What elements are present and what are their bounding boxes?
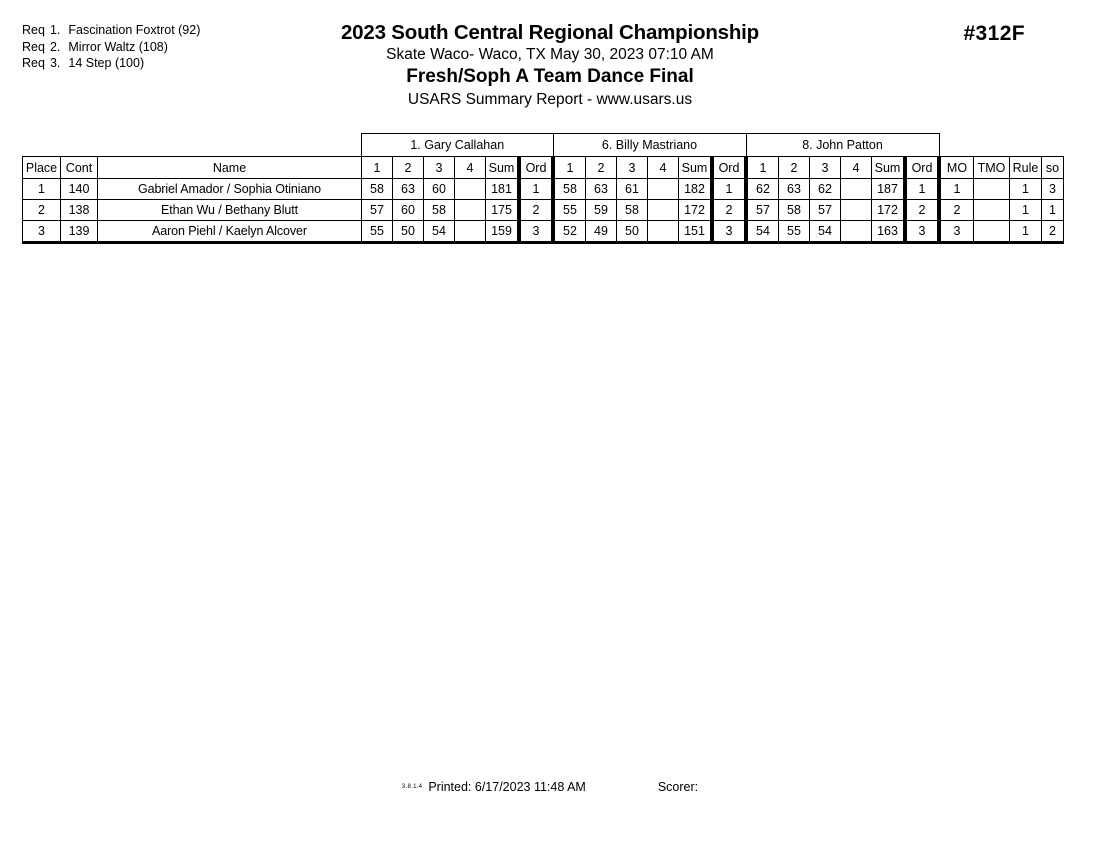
- judge-band-spacer: [23, 134, 61, 157]
- col-header-j3-score-4: 4: [841, 157, 872, 179]
- cell-j1-ord: 2: [519, 200, 553, 221]
- col-header-place: Place: [23, 157, 61, 179]
- col-header-j2-score-2: 2: [586, 157, 617, 179]
- venue-datetime: Skate Waco- Waco, TX May 30, 2023 07:10 AM: [386, 46, 714, 63]
- judge-band-spacer: [939, 134, 974, 157]
- judge-band-spacer: [61, 134, 98, 157]
- cell-j3-ord: 3: [905, 221, 939, 243]
- championship-title: 2023 South Central Regional Championship: [340, 21, 759, 44]
- cell-j2-sum: 182: [679, 179, 713, 200]
- cell-rule: 1: [1010, 221, 1042, 243]
- judge-band-spacer: [974, 134, 1010, 157]
- cell-name: Aaron Piehl / Kaelyn Alcover: [98, 221, 362, 243]
- cell-j3-score-1: 54: [746, 221, 779, 243]
- cell-name: Gabriel Amador / Sophia Otiniano: [98, 179, 362, 200]
- report-header: [0, 20, 1100, 110]
- col-header-j2-score-3: 3: [617, 157, 648, 179]
- page-footer: [0, 780, 1100, 794]
- col-header-j2-score-1: 1: [553, 157, 586, 179]
- cell-j3-score-2: 55: [779, 221, 810, 243]
- cell-j1-score-4: [455, 179, 486, 200]
- cell-j1-score-2: 50: [393, 221, 424, 243]
- cell-j2-score-2: 59: [586, 200, 617, 221]
- cell-j1-ord: 3: [519, 221, 553, 243]
- judge-band-spacer: [1042, 134, 1064, 157]
- table-row[interactable]: [23, 221, 1064, 243]
- cell-mo: 2: [939, 200, 974, 221]
- cell-j1-score-3: 54: [424, 221, 455, 243]
- cell-j3-sum: 172: [872, 200, 906, 221]
- cell-j1-score-1: 57: [362, 200, 393, 221]
- cell-j1-score-3: 58: [424, 200, 455, 221]
- cell-j3-score-4: [841, 179, 872, 200]
- requirement-text: Mirror Waltz (108): [68, 39, 168, 54]
- cell-j2-score-1: 55: [553, 200, 586, 221]
- col-header-j1-score-3: 3: [424, 157, 455, 179]
- judge-3-name: 8. John Patton: [746, 134, 939, 157]
- cell-j2-ord: 1: [712, 179, 746, 200]
- judge-2-name: 6. Billy Mastriano: [553, 134, 746, 157]
- results-table: [22, 133, 1064, 244]
- cell-j1-score-1: 55: [362, 221, 393, 243]
- cell-tmo: [974, 179, 1010, 200]
- cell-mo: 3: [939, 221, 974, 243]
- col-header-tmo: TMO: [974, 157, 1010, 179]
- col-header-j2-sum: Sum: [679, 157, 713, 179]
- cell-j1-score-2: 60: [393, 200, 424, 221]
- cell-so: 1: [1042, 200, 1064, 221]
- table-row[interactable]: [23, 179, 1064, 200]
- cell-j2-score-1: 52: [553, 221, 586, 243]
- judge-band-spacer: [1010, 134, 1042, 157]
- requirement-label: Req: [22, 23, 45, 37]
- requirement-label: Req: [22, 39, 45, 54]
- results-table-container: [22, 133, 1064, 244]
- col-header-rule: Rule: [1010, 157, 1042, 179]
- col-header-j1-sum: Sum: [486, 157, 520, 179]
- cell-j2-score-4: [648, 200, 679, 221]
- column-header-row: [23, 157, 1064, 179]
- requirement-number: 3.: [49, 56, 61, 70]
- requirement-text: 14 Step (100): [68, 56, 145, 70]
- cell-j2-ord: 3: [712, 221, 746, 243]
- cell-cont: 139: [61, 221, 98, 243]
- cell-j2-score-1: 58: [553, 179, 586, 200]
- cell-j1-score-4: [455, 221, 486, 243]
- cell-j3-score-4: [841, 200, 872, 221]
- footer-version: 3.8.1.4: [401, 784, 423, 790]
- col-header-so: so: [1042, 157, 1064, 179]
- cell-j3-score-2: 58: [779, 200, 810, 221]
- requirement-number: 2.: [49, 39, 61, 54]
- col-header-j2-ord: Ord: [712, 157, 746, 179]
- judge-band-spacer: [98, 134, 362, 157]
- cell-j3-sum: 163: [872, 221, 906, 243]
- col-header-j3-ord: Ord: [905, 157, 939, 179]
- cell-j3-score-1: 62: [746, 179, 779, 200]
- cell-j2-score-2: 63: [586, 179, 617, 200]
- judge-header-row: [23, 134, 1064, 157]
- col-header-j1-score-2: 2: [393, 157, 424, 179]
- requirement-label: Req: [22, 56, 45, 70]
- cell-name: Ethan Wu / Bethany Blutt: [98, 200, 362, 221]
- col-header-j3-score-2: 2: [779, 157, 810, 179]
- cell-j1-score-4: [455, 200, 486, 221]
- col-header-j3-sum: Sum: [872, 157, 906, 179]
- cell-place: 2: [23, 200, 61, 221]
- cell-mo: 1: [939, 179, 974, 200]
- cell-j1-score-1: 58: [362, 179, 393, 200]
- event-title: Fresh/Soph A Team Dance Final: [406, 66, 694, 87]
- col-header-j1-score-1: 1: [362, 157, 393, 179]
- cell-j2-score-2: 49: [586, 221, 617, 243]
- cell-j2-sum: 151: [679, 221, 713, 243]
- cell-j3-score-3: 57: [810, 200, 841, 221]
- cell-j1-score-3: 60: [424, 179, 455, 200]
- cell-j3-ord: 2: [905, 200, 939, 221]
- cell-j3-score-1: 57: [746, 200, 779, 221]
- event-number: #312F: [963, 22, 1025, 45]
- footer-printed-timestamp: Printed: 6/17/2023 11:48 AM: [428, 780, 586, 794]
- cell-j3-sum: 187: [872, 179, 906, 200]
- cell-rule: 1: [1010, 179, 1042, 200]
- cell-so: 3: [1042, 179, 1064, 200]
- cell-cont: 140: [61, 179, 98, 200]
- col-header-j2-score-4: 4: [648, 157, 679, 179]
- cell-tmo: [974, 200, 1010, 221]
- cell-j1-sum: 181: [486, 179, 520, 200]
- col-header-j3-score-1: 1: [746, 157, 779, 179]
- cell-j2-score-3: 61: [617, 179, 648, 200]
- cell-j3-score-4: [841, 221, 872, 243]
- requirement-text: Fascination Foxtrot (92): [68, 23, 201, 37]
- cell-cont: 138: [61, 200, 98, 221]
- footer-scorer-label: Scorer:: [657, 780, 699, 794]
- col-header-j1-ord: Ord: [519, 157, 553, 179]
- cell-j3-score-3: 62: [810, 179, 841, 200]
- col-header-mo: MO: [939, 157, 974, 179]
- cell-j2-score-3: 50: [617, 221, 648, 243]
- col-header-cont: Cont: [61, 157, 98, 179]
- cell-j2-ord: 2: [712, 200, 746, 221]
- cell-j2-sum: 172: [679, 200, 713, 221]
- cell-place: 1: [23, 179, 61, 200]
- cell-j2-score-4: [648, 179, 679, 200]
- cell-place: 3: [23, 221, 61, 243]
- cell-j3-score-3: 54: [810, 221, 841, 243]
- cell-j3-score-2: 63: [779, 179, 810, 200]
- cell-j2-score-3: 58: [617, 200, 648, 221]
- col-header-j3-score-3: 3: [810, 157, 841, 179]
- report-subtitle: USARS Summary Report - www.usars.us: [407, 91, 693, 108]
- cell-rule: 1: [1010, 200, 1042, 221]
- cell-j1-sum: 159: [486, 221, 520, 243]
- requirement-number: 1.: [49, 23, 61, 37]
- cell-j1-score-2: 63: [393, 179, 424, 200]
- judge-1-name: 1. Gary Callahan: [362, 134, 554, 157]
- cell-tmo: [974, 221, 1010, 243]
- col-header-j1-score-4: 4: [455, 157, 486, 179]
- cell-so: 2: [1042, 221, 1064, 243]
- table-row[interactable]: [23, 200, 1064, 221]
- cell-j2-score-4: [648, 221, 679, 243]
- cell-j3-ord: 1: [905, 179, 939, 200]
- col-header-name: Name: [98, 157, 362, 179]
- cell-j1-ord: 1: [519, 179, 553, 200]
- cell-j1-sum: 175: [486, 200, 520, 221]
